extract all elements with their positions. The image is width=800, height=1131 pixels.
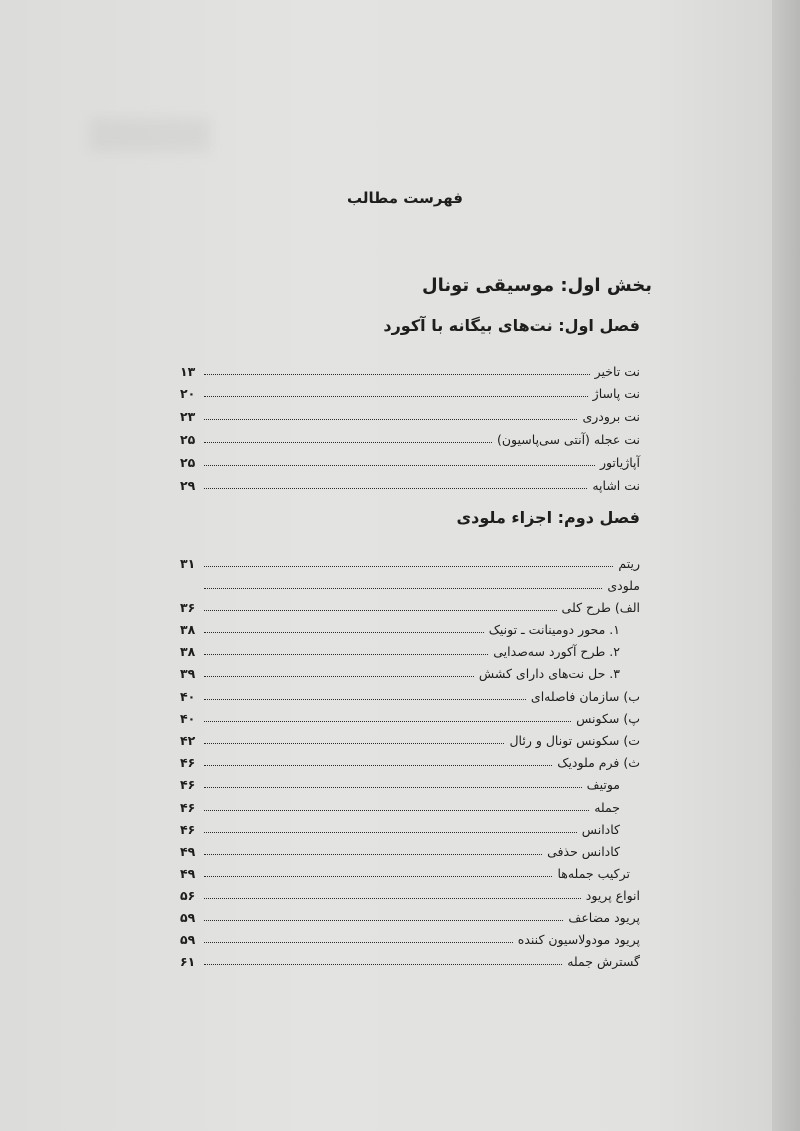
entry-page-number: ۲۹ xyxy=(180,477,196,493)
entry-page-number: ۳۸ xyxy=(180,621,196,637)
entry-page-number: ۴۰ xyxy=(180,710,196,726)
toc-entry xyxy=(180,616,620,636)
toc-entry xyxy=(180,472,640,492)
toc-entry xyxy=(180,926,640,946)
dot-leader xyxy=(204,898,581,899)
toc-entry xyxy=(180,749,640,769)
entry-label: پ) سکونس xyxy=(576,710,640,726)
dot-leader xyxy=(204,396,588,397)
toc-entry xyxy=(180,449,640,469)
entry-page-number: ۳۹ xyxy=(180,665,196,681)
dot-leader xyxy=(204,588,602,589)
toc-entry xyxy=(180,660,620,680)
toc-entry xyxy=(180,727,640,747)
entry-page-number: ۳۱ xyxy=(180,555,196,571)
entry-label: کادانس حذفی xyxy=(547,843,620,859)
entry-label: نت پاساژ xyxy=(592,385,640,401)
dot-leader xyxy=(204,442,492,443)
entry-page-number: ۴۶ xyxy=(180,754,196,770)
dot-leader xyxy=(204,610,557,611)
toc-entry xyxy=(180,426,640,446)
entry-label: ب) سازمان فاصله‌ای xyxy=(530,688,640,704)
entry-label: نت تاخیر xyxy=(594,363,640,379)
toc-entry xyxy=(180,683,640,703)
dot-leader xyxy=(204,787,582,788)
entry-page-number: ۵۹ xyxy=(180,931,196,947)
toc-entry xyxy=(180,838,620,858)
dot-leader xyxy=(204,374,590,375)
dot-leader xyxy=(204,810,589,811)
chapter-1-heading: فصل اول: نت‌های بیگانه با آکورد xyxy=(383,316,640,335)
entry-page-number: ۴۹ xyxy=(180,843,196,859)
dot-leader xyxy=(204,876,552,877)
toc-entry xyxy=(180,794,620,814)
entry-label: ت) سکونس تونال و رئال xyxy=(509,732,640,748)
dot-leader xyxy=(204,632,484,633)
dot-leader xyxy=(204,964,562,965)
dot-leader xyxy=(204,566,613,567)
toc-entry xyxy=(180,816,620,836)
toc-entry xyxy=(180,882,640,902)
entry-page-number: ۴۹ xyxy=(180,865,196,881)
entry-page-number: ۴۰ xyxy=(180,688,196,704)
entry-label: نت عجله (آنتی سی‌پاسیون) xyxy=(497,431,640,447)
entry-label: ریتم xyxy=(618,555,640,571)
entry-label: ترکیب جمله‌ها xyxy=(557,865,630,881)
chapter-2-heading: فصل دوم: اجزاء ملودی xyxy=(456,508,640,527)
toc-entry xyxy=(180,771,620,791)
dot-leader xyxy=(204,942,513,943)
entry-page-number: ۲۵ xyxy=(180,431,196,447)
entry-page-number: ۲۵ xyxy=(180,454,196,470)
toc-entry xyxy=(180,638,620,658)
entry-page-number: ۳۶ xyxy=(180,599,196,615)
toc-entry xyxy=(180,594,640,614)
entry-label: ۱. محور دومینانت ـ تونیک xyxy=(488,621,620,637)
entry-page-number: ۴۶ xyxy=(180,799,196,815)
entry-page-number: ۴۶ xyxy=(180,821,196,837)
dot-leader xyxy=(204,676,474,677)
dot-leader xyxy=(204,743,504,744)
entry-page-number: ۵۹ xyxy=(180,909,196,925)
toc-entry xyxy=(180,358,640,378)
entry-label: پریود مودولاسیون کننده xyxy=(517,931,640,947)
dot-leader xyxy=(204,832,577,833)
entry-label: ملودی xyxy=(607,577,640,593)
toc-entry xyxy=(180,860,630,880)
dot-leader xyxy=(204,920,563,921)
dot-leader xyxy=(204,699,526,700)
entry-page-number: ۳۸ xyxy=(180,643,196,659)
entry-label: آپاژیاتور xyxy=(599,454,640,470)
dot-leader xyxy=(204,465,595,466)
toc-entry xyxy=(180,380,640,400)
toc-entry xyxy=(180,904,640,924)
entry-page-number: ۴۶ xyxy=(180,776,196,792)
toc-entry xyxy=(180,572,640,592)
dot-leader xyxy=(204,721,571,722)
entry-label: پریود مضاعف xyxy=(568,909,640,925)
entry-label: نت برودری xyxy=(582,408,640,424)
entry-label: موتیف xyxy=(586,776,620,792)
entry-page-number: ۲۳ xyxy=(180,408,196,424)
entry-page-number: ۱۳ xyxy=(180,363,196,379)
entry-label: ۳. حل نت‌های دارای کشش xyxy=(478,665,620,681)
toc-entry xyxy=(180,705,640,725)
entry-label: گسترش جمله xyxy=(567,953,640,969)
toc-entry xyxy=(180,403,640,423)
part-heading: بخش اول: موسیقی تونال xyxy=(422,275,652,296)
entry-page-number: ۵۶ xyxy=(180,887,196,903)
dot-leader xyxy=(204,654,488,655)
toc-title: فهرست مطالب xyxy=(347,189,463,207)
dot-leader xyxy=(204,488,587,489)
entry-page-number: ۲۰ xyxy=(180,385,196,401)
entry-label: جمله xyxy=(594,799,620,815)
entry-label: انواع پریود xyxy=(585,887,640,903)
entry-label: الف) طرح کلی xyxy=(561,599,640,615)
entry-label: ۲. طرح آکورد سه‌صدایی xyxy=(493,643,620,659)
entry-page-number: ۴۲ xyxy=(180,732,196,748)
dot-leader xyxy=(204,854,542,855)
toc-entry xyxy=(180,550,640,570)
entry-page-number: ۶۱ xyxy=(180,953,196,969)
entry-label: کادانس xyxy=(581,821,620,837)
toc-entry xyxy=(180,948,640,968)
entry-label: ث) فرم ملودیک xyxy=(557,754,640,770)
dot-leader xyxy=(204,419,577,420)
dot-leader xyxy=(204,765,552,766)
entry-label: نت اشاپه xyxy=(592,477,640,493)
